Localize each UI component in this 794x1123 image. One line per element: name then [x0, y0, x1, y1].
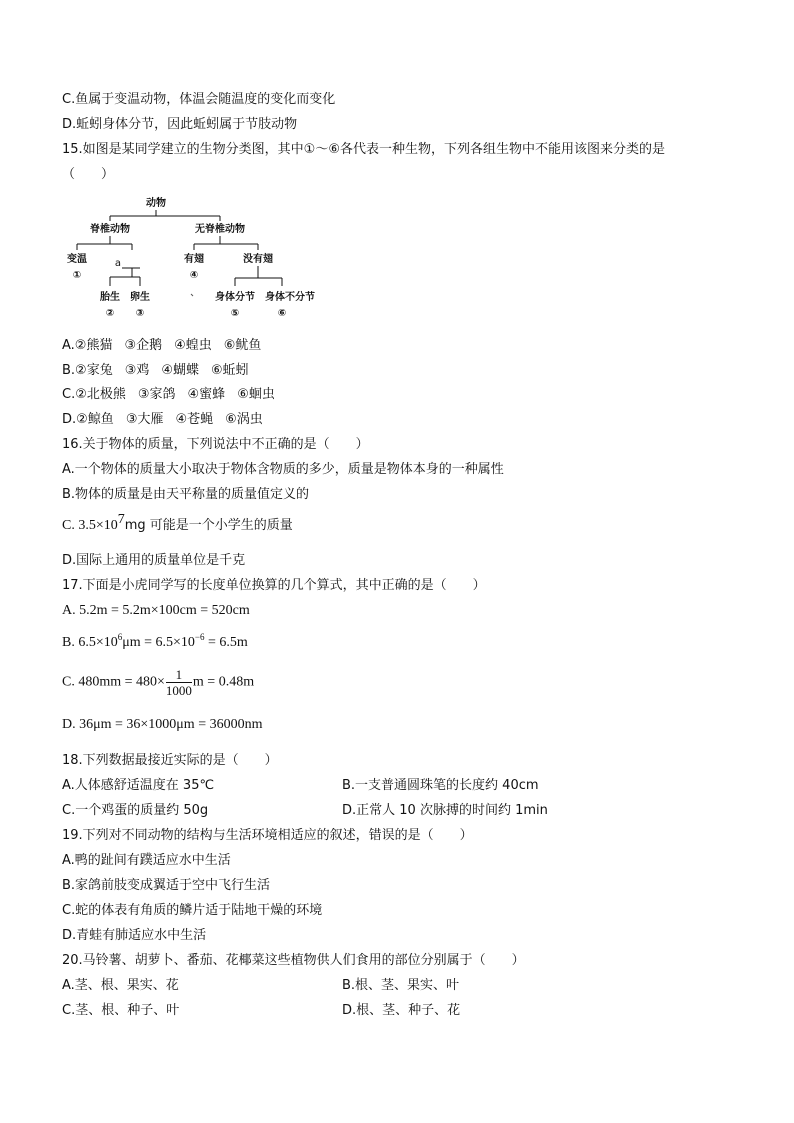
- node-unsegmented: 身体不分节: [265, 292, 315, 303]
- q16-stem: 16.关于物体的质量，下列说法中不正确的是（ ）: [62, 437, 369, 452]
- node-coldblooded: 变温: [67, 254, 87, 265]
- q19-option-c: C.蛇的体表有角质的鳞片适于陆地干燥的环境: [62, 903, 323, 918]
- q20-option-d: D.根、茎、种子、花: [342, 1003, 461, 1018]
- q18-option-c: C.一个鸡蛋的质量约 50g: [62, 803, 209, 818]
- q15-option-b: B.②家兔 ③鸡 ④蝴蝶 ⑥蚯蚓: [62, 363, 249, 378]
- node-num-4: ④: [189, 270, 199, 281]
- q16-option-a: A.一个物体的质量大小取决于物体含物质的多少，质量是物体本身的一种属性: [62, 462, 504, 477]
- q17-option-b: B. $6.5\times 10^6\mu m = 6.5\times 10^{-6} = 6.5m$: [62, 632, 248, 650]
- q15-option-c: C.②北极熊 ③家鸽 ④蜜蜂 ⑥蛔虫: [62, 387, 275, 402]
- node-num-5: ⑤: [230, 308, 240, 319]
- q19-option-b: B.家鸽前肢变成翼适于空中飞行生活: [62, 878, 271, 893]
- q16-option-b: B.物体的质量是由天平称量的质量值定义的: [62, 487, 310, 502]
- q19-stem: 19.下列对不同动物的结构与生活环境相适应的叙述，错误的是（ ）: [62, 828, 473, 843]
- q15-option-d: D.②鲸鱼 ③大雁 ④苍蝇 ⑥涡虫: [62, 412, 263, 427]
- node-num-1: ①: [72, 270, 82, 281]
- q17-option-a: A. 5.2m = 5.2m×100cm = 520cm: [62, 603, 250, 618]
- node-invertebrate: 无脊椎动物: [195, 224, 245, 235]
- classification-diagram: [60, 192, 330, 324]
- q16-option-d: D.国际上通用的质量单位是千克: [62, 553, 246, 568]
- q18-option-d: D.正常人 10 次脉搏的时间约 1min: [342, 803, 548, 818]
- q16-option-c: C. $3.5\times 10^7mg$ 可能是一个小学生的质量: [62, 512, 293, 533]
- q18-stem: 18.下列数据最接近实际的是（ ）: [62, 753, 278, 768]
- q17-option-c: C. 480mm = 480× $\frac{1}{1000}$ m = 0.48m: [62, 667, 255, 698]
- node-num-3: ③: [135, 308, 145, 319]
- node-viviparous: 胎生: [100, 292, 120, 303]
- node-animal: 动物: [146, 198, 166, 209]
- node-vertebrate: 脊椎动物: [90, 224, 130, 235]
- q17-stem: 17.下面是小虎同学写的长度单位换算的几个算式，其中正确的是（ ）: [62, 578, 486, 593]
- q19-option-d: D.青蛙有肺适应水中生活: [62, 928, 207, 943]
- q20-option-b: B.根、茎、果实、叶: [342, 978, 460, 993]
- node-a: a: [114, 258, 122, 269]
- q14-option-d: D.蚯蚓身体分节，因此蚯蚓属于节肢动物: [62, 117, 298, 132]
- node-winged: 有翅: [184, 254, 204, 265]
- q18-option-b: B.一支普通圆珠笔的长度约 40cm: [342, 778, 539, 793]
- fraction-1-over-1000: $\frac{1}{1000}$: [165, 667, 192, 698]
- node-num-2: ②: [105, 308, 115, 319]
- q20-stem: 20.马铃薯、胡萝卜、番茄、花椰菜这些植物供人们食用的部位分别属于（ ）: [62, 953, 525, 968]
- q19-option-a: A.鸭的趾间有蹼适应水中生活: [62, 853, 231, 868]
- q20-option-a: A.茎、根、果实、花: [62, 978, 179, 993]
- node-num-6: ⑥: [277, 308, 287, 319]
- node-oviparous: 卵生: [130, 292, 150, 303]
- node-wingless: 没有翅: [243, 254, 273, 265]
- node-segmented: 身体分节: [215, 292, 255, 303]
- q15-stem: 15.如图是某同学建立的生物分类图，其中①～⑥各代表一种生物，下列各组生物中不能用该图来分类的是: [62, 142, 665, 157]
- q15-option-a: A.②熊猫 ③企鹅 ④蝗虫 ⑥鱿鱼: [62, 338, 262, 353]
- q18-option-a: A.人体感舒适温度在 35℃: [62, 778, 215, 793]
- q17-option-d: D. 36μm = 36×1000μm = 36000nm: [62, 717, 263, 732]
- q20-option-c: C.茎、根、种子、叶: [62, 1003, 180, 1018]
- q14-option-c: C.鱼属于变温动物，体温会随温度的变化而变化: [62, 92, 336, 107]
- q15-stem-blank: （ ）: [62, 167, 115, 182]
